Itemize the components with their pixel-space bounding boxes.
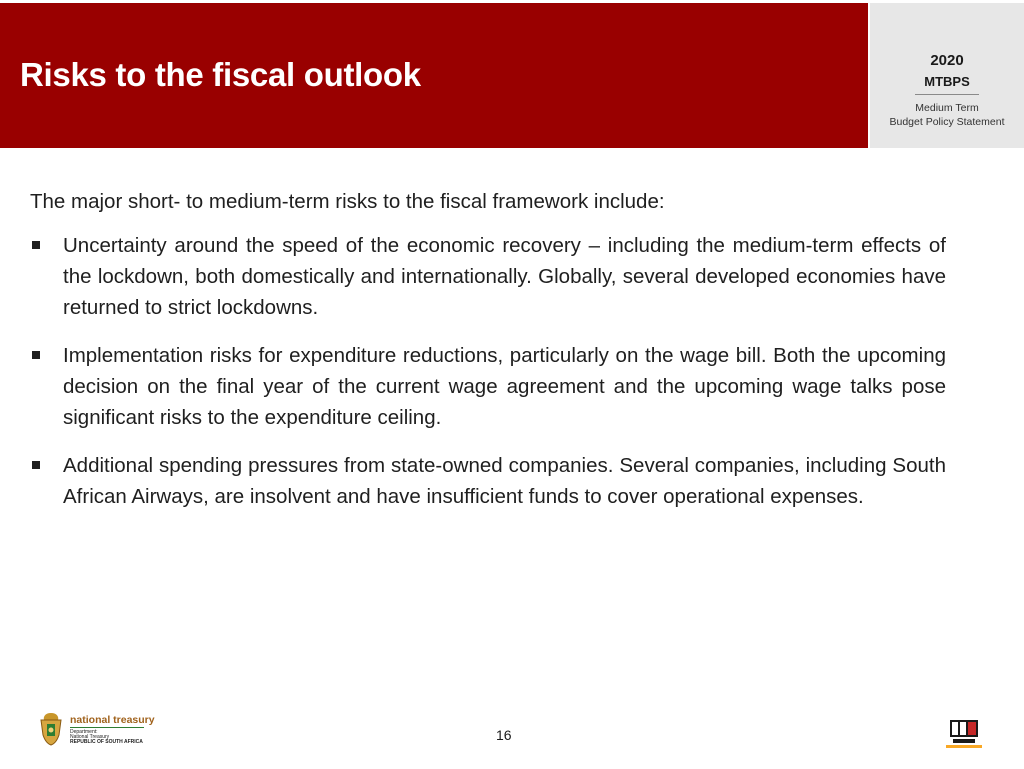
coat-of-arms-icon <box>37 711 65 747</box>
slide-title: Risks to the fiscal outlook <box>20 56 421 93</box>
mtbps-badge <box>870 3 1024 148</box>
risk-item-recovery <box>30 230 946 323</box>
treasury-line-1: Department: <box>70 729 98 735</box>
treasury-line-2: National Treasury <box>70 734 110 740</box>
square-bullet-icon <box>32 351 40 359</box>
treasury-name: national treasury <box>70 714 155 726</box>
stay-safe-logo <box>944 717 984 749</box>
risk-text: Uncertainty around the speed of the economic recovery – including the medium-term effects of the lockdown, both domestically and internationally. Globally, several developed economies have returned to strict lockdowns. <box>63 234 946 319</box>
intro-text: The major short- to medium-term risks to the fiscal framework include: <box>30 190 665 213</box>
badge-divider <box>915 94 979 95</box>
square-bullet-icon <box>32 241 40 249</box>
title-band <box>0 3 868 148</box>
risk-item-wage-bill <box>30 340 946 433</box>
badge-acronym: MTBPS <box>924 74 970 89</box>
risk-list <box>30 230 946 529</box>
risk-text: Additional spending pressures from state-owned companies. Several companies, including South African Airways, are insolvent and have insufficient funds to cover operational expenses. <box>63 454 946 508</box>
page-number: 16 <box>496 727 512 743</box>
risk-item-soe <box>30 450 946 512</box>
badge-year: 2020 <box>930 52 964 69</box>
square-bullet-icon <box>32 461 40 469</box>
badge-line-2: Budget Policy Statement <box>889 116 1005 128</box>
national-treasury-logo <box>37 711 155 749</box>
treasury-divider <box>70 727 144 728</box>
risk-text: Implementation risks for expenditure reductions, particularly on the wage bill. Both the upcoming decision on the final year of the current wage agreement and the upcoming wage talks pose significant risks to the expenditure ceiling. <box>63 344 946 429</box>
badge-line-1: Medium Term <box>915 102 979 114</box>
treasury-line-3: REPUBLIC OF SOUTH AFRICA <box>70 739 143 745</box>
